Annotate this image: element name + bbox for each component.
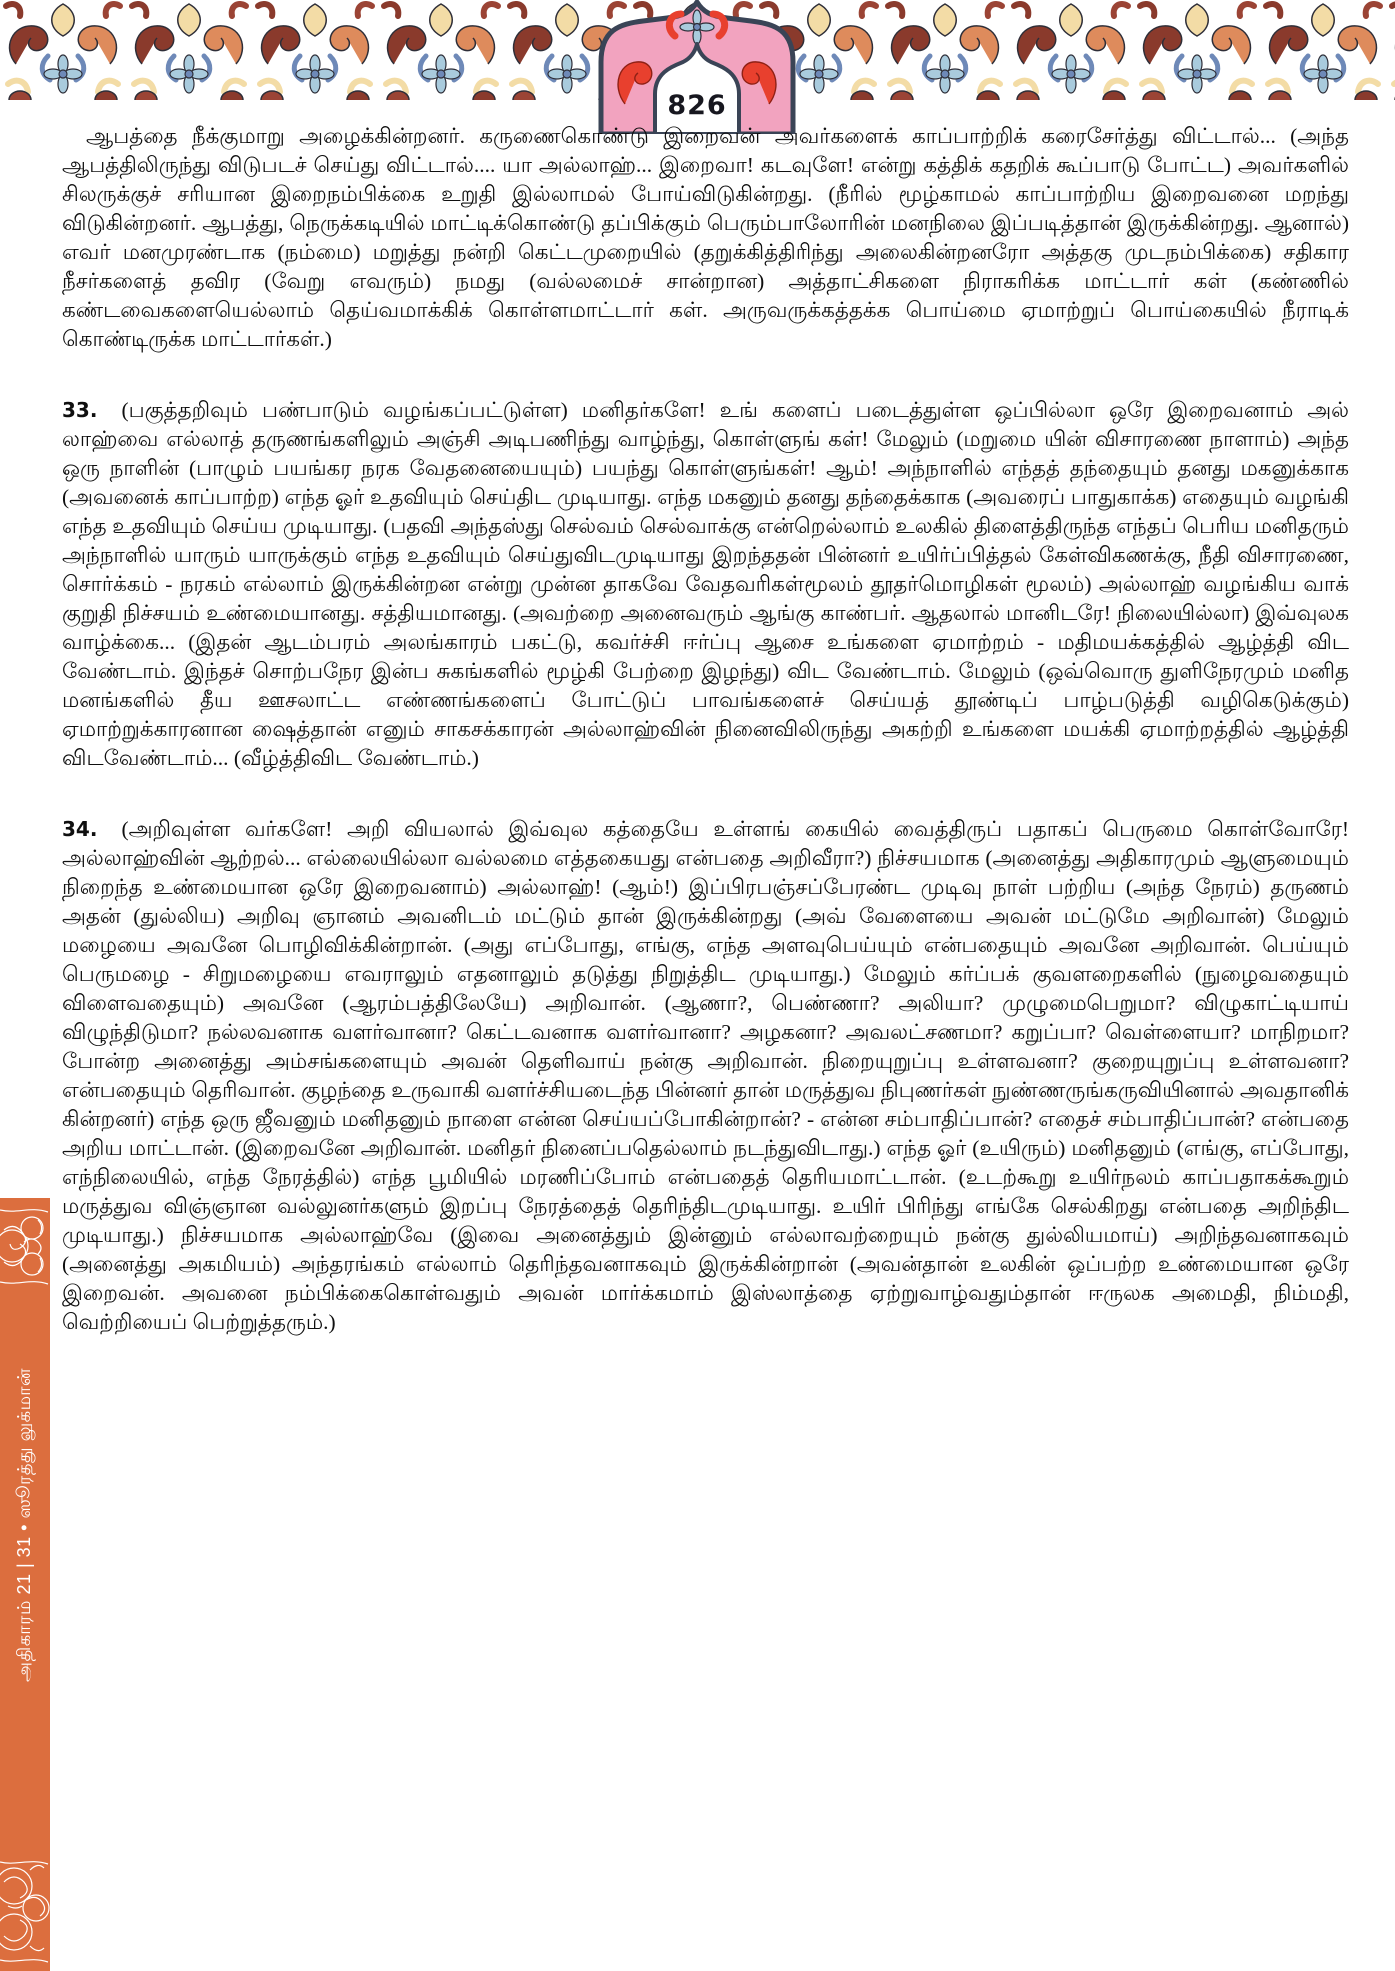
paragraph-text: (பகுத்தறிவும் பண்பாடும் வழங்கப்பட்டுள்ள) மனிதர்களே! உங் களைப் படைத்துள்ள ஒப்பில்லா ஒரே இறைவனாம் அல் லாஹ்வை எல்லாத் தருணங்களிலும் அஞ்சி அடிபணிந்து வாழ்ந்து, கொள்ளுங் கள்! மேலும் (மறுமை யின் விசாரணை நாளாம்) அந்த ஒரு நாளின் (பாழும் பயங்கர நரக வேதனையையும்) பயந்து கொள்ளுங்கள்! ஆம்! அந்நாளில் எந்தத் தந்தையும் தனது மகனுக்காக (அவனைக் காப்பாற்ற) எந்த ஓர் உதவியும் செய்திட முடியாது. எந்த மகனும் தனது தந்தைக்காக (அவரைப் பாதுகாக்க) எதையும் வழங்கி எந்த உதவியும் செய்ய முடியாது. (பதவி அந்தஸ்து செல்வம் செல்வாக்கு என்றெல்லாம் உலகில் திளைத்திருந்த எந்தப் பெரிய மனிதரும் அந்நாளில் யாரும் யாருக்கும் எந்த உதவியும் செய்துவிடமுடியாது இறந்ததன் பின்னர் உயிர்ப்பித்தல் கேள்விகணக்கு, நீதி விசாரணை, சொர்க்கம் - நரகம் எல்லாம் இருக்கின்றன என்று முன்ன தாகவே வேதவரிகள்மூலம் தூதர்மொழிகள் மூலம்) அல்லாஹ் வழங்கிய வாக் குறுதி நிச்சயம் உண்மையானது. சத்தியமானது. (அவற்றை அனைவரும் ஆங்கு காண்பர். ஆதலால் மானிடரே! நிலையில்லா) இவ்வுலக வாழ்க்கை... (இதன் ஆடம்பரம் அலங்காரம் பகட்டு, கவர்ச்சி ஈர்ப்பு ஆசை உங்களை ஏமாற்றம் - மதிமயக்கத்தில் ஆழ்த்தி விட வேண்டாம். இந்தச் சொற்பநேர இன்ப சுகங்களில் மூழ்கி பேற்றை இழந்து) விட வேண்டாம். மேலும் (ஒவ்வொரு துளிநேரமும் மனித மனங்களில் தீய ஊசலாட்ட எண்ணங்களைப் போட்டுப் பாவங்களைச் செய்யத் தூண்டிப் பாழ்படுத்தி வழிகெடுக்கும்) ஏமாற்றுக்காரனான ஷைத்தான் எனும் சாகசக்காரன் அல்லாஹ்வின் நினைவிலிருந்து அகற்றி உங்களை மயக்கி ஏமாற்றத்தில் ஆழ்த்தி விடவேண்டாம்... (வீழ்த்திவிட வேண்டாம்.) [62,398,1349,770]
paragraph-verse-33 [62,396,1349,773]
paragraph-text: (அறிவுள்ள வர்களே! அறி வியலால் இவ்வுல கத்தையே உள்ளங் கையில் வைத்திருப் பதாகப் பெருமை கொள்வோரே! அல்லாஹ்வின் ஆற்றல்... எல்லையில்லா வல்லமை எத்தகையது என்பதை அறிவீரா?) நிச்சயமாக (அனைத்து அதிகாரமும் ஆளுமையும் நிறைந்த உண்மையான ஒரே இறைவனாம்) அல்லாஹ்! (ஆம்!) இப்பிரபஞ்சப்பேரண்ட முடிவு நாள் பற்றிய (அந்த நேரம்) தருணம் அதன் (துல்லிய) அறிவு ஞானம் அவனிடம் மட்டும் தான் இருக்கின்றது (அவ் வேளையை அவன் மட்டுமே அறிவான்) மேலும் மழையை அவனே பொழிவிக்கின்றான். (அது எப்போது, எங்கு, எந்த அளவுபெய்யும் என்பதையும் அவனே அறிவான். பெய்யும் பெருமழை - சிறுமழையை எவராலும் எதனாலும் தடுத்து நிறுத்திட முடியாது.) மேலும் கர்ப்பக் குவளறைகளில் (நுழைவதையும் விளைவதையும்) அவனே (ஆரம்பத்திலேயே) அறிவான். (ஆணா?, பெண்ணா? அலியா? முழுமைபெறுமா? விழுகாட்டியாய் விழுந்திடுமா? நல்லவனாக வளர்வானா? கெட்டவனாக வளர்வானா? அழகனா? அவலட்சணமா? கறுப்பா? வெள்ளையா? மாநிறமா? போன்ற அனைத்து அம்சங்களையும் அவன் தெளிவாய் நன்கு அறிவான். நிறையுறுப்பு உள்ளவனா? குறையுறுப்பு உள்ளவனா? என்பதையும் தெரிவான். குழந்தை உருவாகி வளர்ச்சியடைந்த பின்னர் தான் மருத்துவ நிபுணர்கள் நுண்ணருங்கருவியினால் அவதானிக் கின்றனர்) எந்த ஒரு ஜீவனும் மனிதனும் நாளை என்ன செய்யப்போகின்றான்? - என்ன சம்பாதிப்பான்? எதைச் சம்பாதிப்பான்? என்பதை அறிய மாட்டான். (இறைவனே அறிவான். மனிதர் நினைப்பதெல்லாம் நடந்துவிடாது.) எந்த ஓர் (உயிரும்) மனிதனும் (எங்கு, எப்போது, எந்நிலையில், எந்த நேரத்தில்) எந்த பூமியில் மரணிப்போம் என்பதைத் தெரியமாட்டான். (உடற்கூறு உயிர்நலம் காப்பதாகக்கூறும் மருத்துவ விஞ்ஞான வல்லுனர்களும் இறப்பு நேரத்தைத் தெரிந்திடமுடியாது. உயிர் பிரிந்து எங்கே செல்கிறது என்பதை அறிந்திட முடியாது.) நிச்சயமாக அல்லாஹ்வே (இவை அனைத்தும் இன்னும் எல்லாவற்றையும் நன்கு துல்லியமாய்) அறிந்தவனாகவும் (அனைத்து அகமியம்) அந்தரங்கம் எல்லாம் தெரிந்தவனாகவும் இருக்கின்றான் (அவன்தான் உலகின் ஒப்பற்ற உண்மையான ஒரே இறைவன். அவனை நம்பிக்கைகொள்வதும் அவன் மார்க்கமாம் இஸ்லாத்தை ஏற்றுவாழ்வதும்தான் ஈருலக அமைதி, நிம்மதி, வெற்றியைப் பெற்றுத்தரும்.) [62,817,1349,1334]
chapter-label: அதிகாரம் 21 | 31 • ஸூரத்து லுக்மான் [13,1368,34,1682]
paragraph-continuation [62,122,1349,354]
paragraph-text: ஆபத்தை நீக்குமாறு அழைக்கின்றனர். கருணைகொண்டு இறைவன் அவர்களைக் காப்பாற்றிக் கரைசேர்த்து விட்டால்... (அந்த ஆபத்திலிருந்து விடுபடச் செய்து விட்டால்.... யா அல்லாஹ்... இறைவா! கடவுளே! என்று கத்திக் கதறிக் கூப்பாடு போட்ட) அவர்களில் சிலருக்குச் சரியான இறைநம்பிக்கை உறுதி இல்லாமல் போய்விடுகின்றது. (நீரில் மூழ்காமல் காப்பாற்றிய இறைவனை மறந்து விடுகின்றனர். ஆபத்து, நெருக்கடியில் மாட்டிக்கொண்டு தப்பிக்கும் பெரும்பாலோரின் மனநிலை இப்படித்தான் இருக்கின்றது. ஆனால்) எவர் மனமுரண்டாக (நம்மை) மறுத்து நன்றி கெட்டமுறையில் (தறுக்கித்திரிந்து அலைகின்றனரோ அத்தகு முடநம்பிக்கை) சதிகார நீசர்களைத் தவிர (வேறு எவரும்) நமது (வல்லமைச் சான்றான) அத்தாட்சிகளை நிராகரிக்க மாட்டார் கள் (கண்ணில் கண்டவைகளையெல்லாம் தெய்வமாக்கிக் கொள்ளமாட்டார் கள். அருவருக்கத்தக்க பொய்மை ஏமாற்றுப் பொய்கையில் நீராடிக் கொண்டிருக்க மாட்டார்கள்.) [62,124,1349,351]
page-number: 826 [667,90,727,121]
paragraph-verse-34 [62,815,1349,1337]
floral-flourish-icon [0,1856,50,1971]
paragraph-number: 34. [62,817,98,841]
page-content [62,122,1349,1379]
chapter-label-wrap [0,1245,50,1805]
paragraph-number: 33. [62,398,98,422]
